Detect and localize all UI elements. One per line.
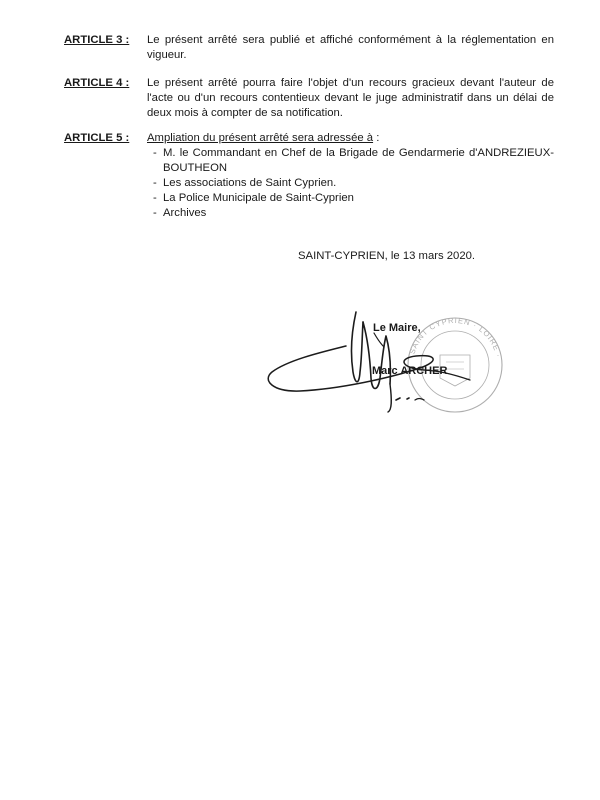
article-3-text: Le présent arrêté sera publié et affiché conformément à la réglementation en vigueur. <box>147 34 554 61</box>
official-stamp <box>408 316 504 412</box>
article-4-text: Le présent arrêté pourra faire l'objet d'un recours gracieux devant l'auteur de l'acte ou d'un recours contentieux devant le juge administratif dans un délai de deux mois à compter de sa notification. <box>147 77 554 119</box>
recipient-text: M. le Commandant en Chef de la Brigade de Gendarmerie d'ANDREZIEUX-BOUTHEON <box>163 147 554 174</box>
place-date: SAINT-CYPRIEN, le 13 mars 2020. <box>298 250 476 262</box>
list-dash: - <box>153 147 157 159</box>
list-dash: - <box>153 177 157 189</box>
stamp-text: SAINT CYPRIEN · LOIRE · <box>407 315 504 359</box>
list-dash: - <box>153 192 157 204</box>
list-dash: - <box>153 207 157 219</box>
svg-text:SAINT CYPRIEN · LOIRE · <box>408 316 504 359</box>
recipient-text: Archives <box>163 207 207 219</box>
ampliation-intro-text: Ampliation du présent arrêté sera adressée à <box>147 132 374 144</box>
signatory-title: Le Maire, <box>373 322 421 334</box>
signatory-name: Marc ARCHER <box>372 365 448 377</box>
recipient-text: La Police Municipale de Saint-Cyprien <box>163 192 354 204</box>
article-3-label: ARTICLE 3 : <box>64 34 130 46</box>
article-4-label: ARTICLE 4 : <box>64 77 130 89</box>
article-5-label: ARTICLE 5 : <box>64 132 130 144</box>
recipient-text: Les associations de Saint Cyprien. <box>163 177 337 189</box>
ampliation-intro-colon: : <box>373 132 380 144</box>
